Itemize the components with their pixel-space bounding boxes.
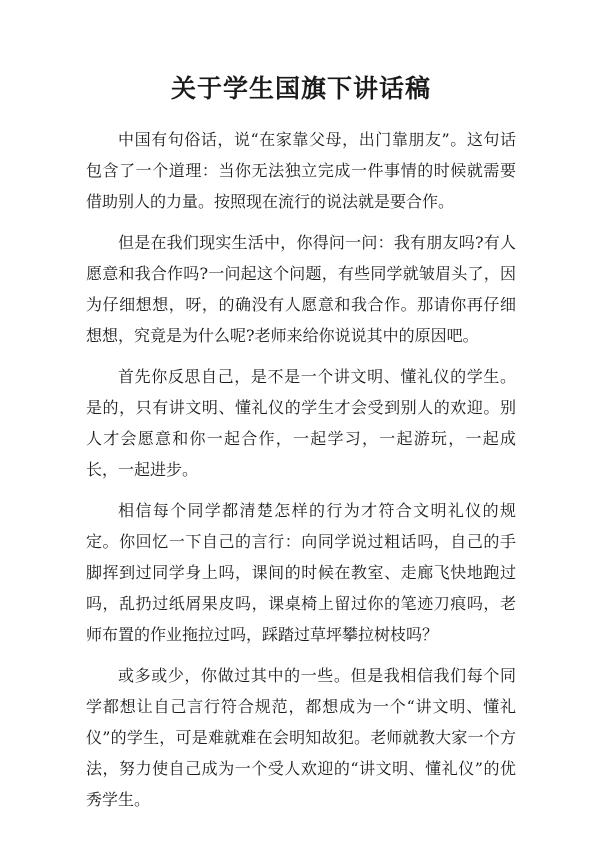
paragraph-3: 首先你反思自己，是不是一个讲文明、懂礼仪的学生。是的，只有讲文明、懂礼仪的学生才会受到别人的欢迎。别人才会愿意和你一起合作，一起学习，一起游玩，一起成长，一起进步。 <box>86 367 516 479</box>
paragraph-5: 或多或少，你做过其中的一些。但是我相信我们每个同学都想让自己言行符合规范，都想成为一个“讲文明、懂礼仪”的学生，可是难就难在会明知故犯。老师就教大家一个方法，努力使自己成为一个受人欢迎的“讲文明、懂礼仪”的优秀学生。 <box>86 666 516 809</box>
paragraph-4: 相信每个同学都清楚怎样的行为才符合文明礼仪的规定。你回忆一下自己的言行：向同学说过粗话吗，自己的手脚挥到过同学身上吗，课间的时候在教室、走廊飞快地跑过吗，乱扔过纸屑果皮吗，课桌椅上留过你的笔迹刀痕吗，老师布置的作业拖拉过吗，踩踏过草坪攀拉树枝吗？ <box>86 501 516 644</box>
paragraph-2: 但是在我们现实生活中，你得问一问：我有朋友吗?有人愿意和我合作吗?一问起这个问题，有些同学就皱眉头了，因为仔细想想，呀，的确没有人愿意和我合作。那请你再仔细想想，究竟是为什么呢?老师来给你说说其中的原因吧。 <box>86 233 516 345</box>
document-title: 关于学生国旗下讲话稿 <box>170 74 431 103</box>
paragraph-1: 中国有句俗话，说“在家靠父母，出门靠朋友”。这句话包含了一个道理：当你无法独立完成一件事情的时候就需要借助别人的力量。按照现在流行的说法就是要合作。 <box>86 130 516 211</box>
